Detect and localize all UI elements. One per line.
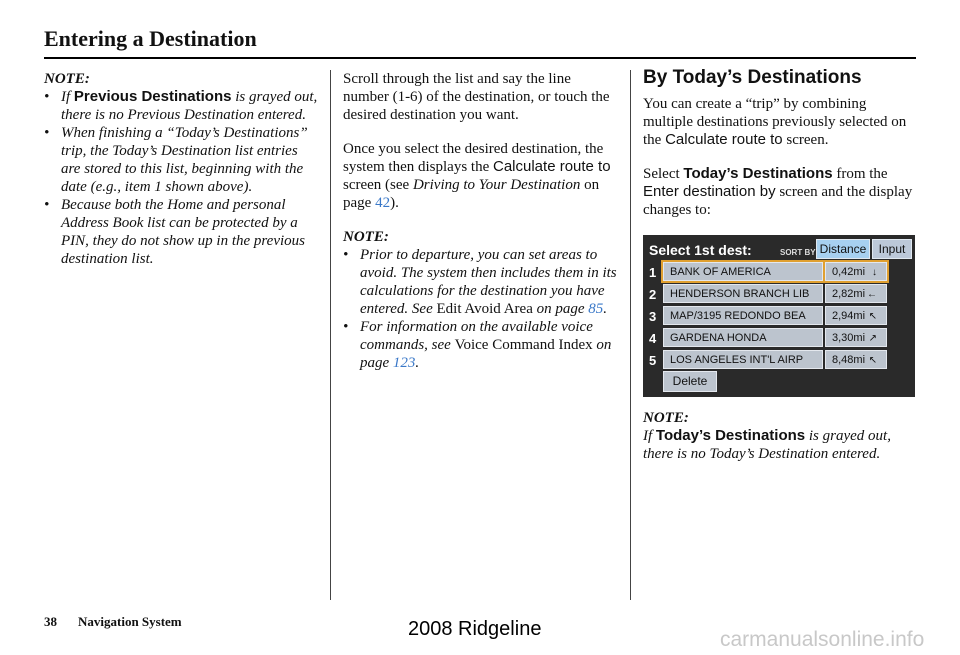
nav-screen-image — [643, 235, 915, 397]
page-title: Entering a Destination — [44, 26, 257, 51]
destination-name: HENDERSON BRANCH LIB — [663, 284, 823, 303]
column-2 — [343, 70, 618, 372]
text: from the — [832, 166, 888, 182]
paragraph: Scroll through the list and say the line number (1-6) of the destination, or touch the desired destination you want. — [343, 71, 610, 123]
sort-label: SORT BY — [780, 248, 816, 257]
destination-distance — [825, 306, 887, 325]
row-number: 1 — [649, 265, 657, 280]
ui-term: Enter destination by — [643, 183, 776, 200]
ui-term: Today’s Destinations — [683, 165, 833, 182]
destination-row[interactable] — [649, 306, 915, 326]
row-number: 3 — [649, 309, 657, 324]
ui-term: Calculate route to — [665, 131, 783, 148]
paragraph — [343, 140, 618, 212]
sort-distance-button[interactable]: Distance — [816, 239, 870, 259]
note-label: NOTE: — [343, 229, 389, 245]
column-1 — [44, 70, 319, 268]
note-label: NOTE: — [643, 410, 689, 426]
destination-distance — [825, 350, 887, 369]
destination-name: MAP/3195 REDONDO BEA — [663, 306, 823, 325]
note-text: Prior to departure, you can set areas to avoid. The system then includes them in its calculations for the destination you have entered. See — [360, 247, 617, 317]
distance-value: 2,82mi — [832, 288, 866, 300]
bullet-icon: • — [44, 89, 50, 105]
note-item — [44, 196, 319, 268]
note-item — [343, 246, 618, 318]
text: ). — [390, 195, 399, 211]
text: on page — [343, 177, 600, 211]
cross-reference: Driving to Your Destination — [412, 177, 581, 193]
direction-arrow-icon: ↗ — [868, 333, 877, 344]
text: Select — [643, 166, 684, 182]
site-watermark: carmanualsonline.info — [720, 628, 925, 651]
bullet-icon: • — [44, 197, 50, 213]
delete-button[interactable]: Delete — [663, 371, 717, 392]
note-text: is grayed out, there is no Previous Destination entered. — [61, 89, 318, 123]
bullet-icon: • — [343, 247, 349, 263]
note-item — [343, 318, 618, 372]
destination-name: LOS ANGELES INT'L AIRP — [663, 350, 823, 369]
text: screen and the display changes to: — [643, 184, 913, 218]
note-text: For information on the available voice commands, see — [360, 319, 593, 353]
distance-value: 2,94mi — [832, 310, 866, 322]
note-text — [643, 427, 918, 463]
section-heading: By Today’s Destinations — [643, 67, 862, 88]
distance-value: 0,42mi — [832, 266, 866, 278]
screen-title: Select 1st dest: — [649, 242, 752, 258]
note-text: . — [415, 355, 420, 371]
distance-value: 8,48mi — [832, 354, 866, 366]
model-watermark: 2008 Ridgeline — [408, 618, 542, 640]
destination-distance — [825, 262, 887, 281]
row-number: 5 — [649, 353, 657, 368]
column-divider — [630, 70, 631, 600]
direction-arrow-icon: ← — [867, 289, 877, 300]
note-text: When finishing a “Today’s Destinations” trip, the Today’s Destination list entries are stored to this list, beginning with the date (e.g., item 1 shown above). — [61, 125, 308, 195]
direction-arrow-icon: ↖ — [868, 355, 877, 366]
distance-value: 3,30mi — [832, 332, 866, 344]
text: If — [643, 428, 656, 444]
text: screen. — [782, 132, 829, 148]
note-text: Because both the Home and personal Address Book list can be protected by a PIN, they do not show up in the previous destination list. — [61, 197, 305, 267]
note-text: . — [603, 301, 608, 317]
direction-arrow-icon: ↓ — [872, 267, 877, 278]
destination-name: GARDENA HONDA — [663, 328, 823, 347]
note-item — [44, 124, 319, 196]
ui-term: Today’s Destinations — [655, 427, 806, 444]
note-list — [44, 88, 319, 268]
paragraph — [643, 95, 918, 149]
destination-distance — [825, 284, 887, 303]
text: screen (see — [343, 177, 413, 193]
page-link[interactable]: 123 — [392, 355, 416, 371]
cross-reference: Voice Command Index — [454, 337, 593, 353]
row-number: 4 — [649, 331, 657, 346]
row-number: 2 — [649, 287, 657, 302]
destination-row[interactable] — [649, 328, 915, 348]
sort-input-button[interactable]: Input — [872, 239, 912, 259]
ui-term: Previous Destinations — [73, 88, 232, 105]
destination-distance — [825, 328, 887, 347]
text: is grayed out, there is no Today’s Destination entered. — [643, 428, 891, 462]
destination-row[interactable] — [649, 350, 915, 370]
column-3 — [643, 67, 918, 463]
note-list — [343, 246, 618, 372]
footer-system-label: Navigation System — [78, 614, 182, 629]
page-link[interactable]: 42 — [375, 195, 391, 211]
note-text: on page — [532, 301, 589, 317]
column-divider — [330, 70, 331, 600]
destination-row[interactable] — [649, 262, 915, 282]
page-number: 38 — [44, 614, 57, 629]
cross-reference: Edit Avoid Area — [436, 301, 533, 317]
note-text: If — [61, 89, 74, 105]
note-label: NOTE: — [44, 71, 90, 87]
text: Once you select the desired destination, the system then displays the — [343, 141, 604, 175]
direction-arrow-icon: ↖ — [868, 311, 877, 322]
paragraph — [643, 165, 918, 219]
note-text: on page — [360, 337, 612, 371]
note-item — [44, 88, 319, 124]
ui-term: Calculate route to — [493, 158, 611, 175]
page-link[interactable]: 85 — [588, 301, 604, 317]
bullet-icon: • — [44, 125, 50, 141]
header-rule — [44, 57, 916, 59]
destination-name: BANK OF AMERICA — [663, 262, 823, 281]
text: You can create a “trip” by combining multiple destinations previously selected on the — [643, 96, 907, 148]
destination-row[interactable] — [649, 284, 915, 304]
bullet-icon: • — [343, 319, 349, 335]
